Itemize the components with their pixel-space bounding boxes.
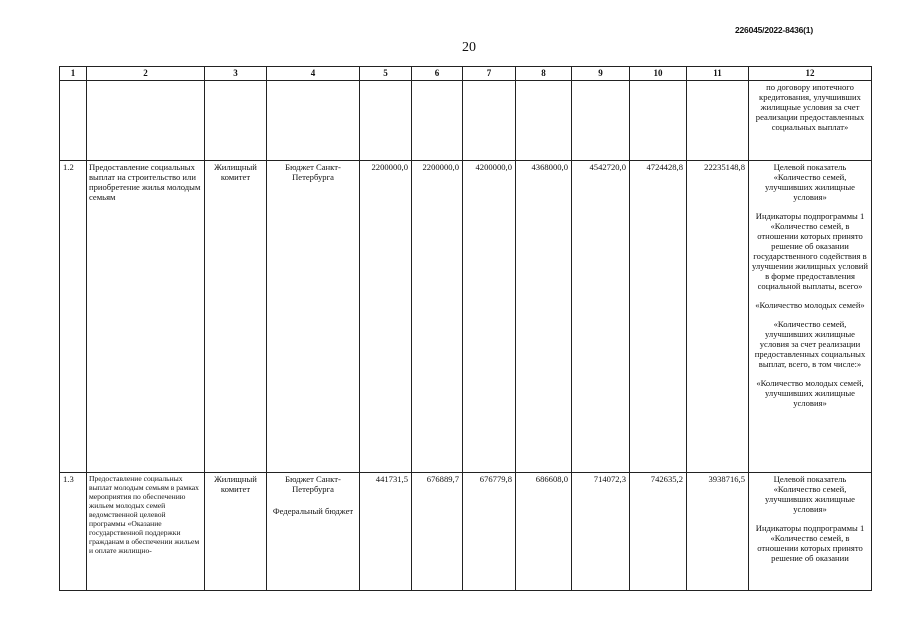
header-row bbox=[60, 67, 872, 81]
header-cell: 9 bbox=[572, 67, 630, 81]
executor: Жилищный комитет bbox=[205, 473, 267, 591]
indicator-text: Индикаторы подпрограммы 1 «Количество семей, в отношении которых принято решение об оказании bbox=[755, 523, 865, 563]
cell bbox=[463, 81, 516, 161]
cell bbox=[60, 81, 87, 161]
cell bbox=[267, 81, 360, 161]
header-cell: 4 bbox=[267, 67, 360, 81]
funding-source: Бюджет Санкт-Петербурга bbox=[267, 161, 360, 473]
indicator-cell: по договору ипотечного кредитования, улучшивших жилищные условия за счет реализации предоставленных социальных выплат» bbox=[749, 81, 872, 161]
value-cell: 714072,3 bbox=[572, 473, 630, 591]
value-cell: 441731,5 bbox=[360, 473, 412, 591]
value-cell: 676779,8 bbox=[463, 473, 516, 591]
indicator-cell bbox=[749, 161, 872, 473]
indicator-text: «Количество семей, улучшивших жилищные условия за счет реализации предоставленных социальных выплат, всего, в том числе:» bbox=[754, 319, 866, 369]
funding-source bbox=[267, 473, 360, 591]
header-cell: 2 bbox=[87, 67, 205, 81]
header-cell: 12 bbox=[749, 67, 872, 81]
document-id: 226045/2022-8436(1) bbox=[735, 25, 813, 35]
value-cell: 3938716,5 bbox=[687, 473, 749, 591]
value-cell: 4200000,0 bbox=[463, 161, 516, 473]
cell bbox=[412, 81, 463, 161]
header-cell: 1 bbox=[60, 67, 87, 81]
header-cell: 7 bbox=[463, 67, 516, 81]
funding-source-federal: Федеральный бюджет bbox=[272, 506, 354, 516]
header-cell: 5 bbox=[360, 67, 412, 81]
cell bbox=[687, 81, 749, 161]
header-cell: 11 bbox=[687, 67, 749, 81]
header-cell: 8 bbox=[516, 67, 572, 81]
funding-source-city: Бюджет Санкт-Петербурга bbox=[285, 474, 341, 494]
value-cell: 2200000,0 bbox=[360, 161, 412, 473]
indicator-text: «Количество молодых семей» bbox=[755, 300, 865, 310]
cell bbox=[630, 81, 687, 161]
value-cell: 676889,7 bbox=[412, 473, 463, 591]
cell bbox=[516, 81, 572, 161]
indicator-text: Целевой показатель «Количество семей, улучшивших жилищные условия» bbox=[765, 162, 855, 202]
table-row-1-3 bbox=[60, 473, 872, 591]
value-cell: 4368000,0 bbox=[516, 161, 572, 473]
indicator-text: «Количество молодых семей, улучшивших жилищные условия» bbox=[756, 378, 864, 408]
cell bbox=[572, 81, 630, 161]
table-row-1-2 bbox=[60, 161, 872, 473]
measure-name: Предоставление социальных выплат молодым семьям в рамках мероприятия по обеспечению жильем молодых семей ведомственной целевой программы «Оказание государственной поддержки гражданам в обеспечении жильем и оплате жилищно- bbox=[87, 473, 205, 591]
page-number: 20 bbox=[462, 40, 476, 55]
value-cell: 4542720,0 bbox=[572, 161, 630, 473]
row-number: 1.2 bbox=[60, 161, 87, 473]
executor: Жилищный комитет bbox=[205, 161, 267, 473]
value-cell: 22235148,8 bbox=[687, 161, 749, 473]
value-cell: 4724428,8 bbox=[630, 161, 687, 473]
indicator-text: Индикаторы подпрограммы 1 «Количество семей, в отношении которых принято решение об оказании государственного содействия в улучшении жилищных условий в форме предоставления социальной выплаты, всего» bbox=[751, 211, 868, 291]
header-cell: 10 bbox=[630, 67, 687, 81]
value-cell: 2200000,0 bbox=[412, 161, 463, 473]
header-cell: 6 bbox=[412, 67, 463, 81]
value-cell: 686608,0 bbox=[516, 473, 572, 591]
indicator-text: Целевой показатель «Количество семей, улучшивших жилищные условия» bbox=[765, 474, 855, 514]
indicator-cell bbox=[749, 473, 872, 591]
cell bbox=[87, 81, 205, 161]
header-cell: 3 bbox=[205, 67, 267, 81]
cell bbox=[205, 81, 267, 161]
row-number: 1.3 bbox=[60, 473, 87, 591]
program-table bbox=[59, 66, 872, 591]
cell bbox=[360, 81, 412, 161]
table-row-continued bbox=[60, 81, 872, 161]
value-cell: 742635,2 bbox=[630, 473, 687, 591]
measure-name: Предоставление социальных выплат на строительство или приобретение жилья молодым семьям bbox=[87, 161, 205, 473]
